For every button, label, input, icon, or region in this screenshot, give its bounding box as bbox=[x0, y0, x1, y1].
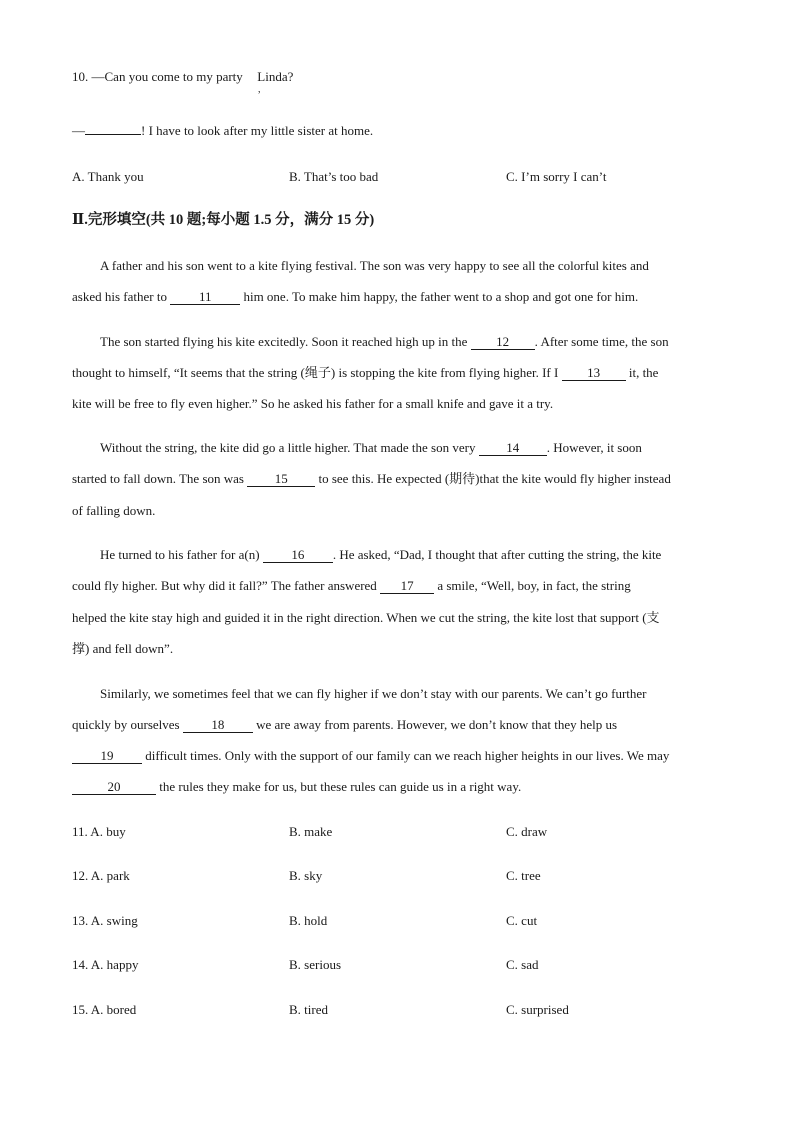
blank-13: 13 bbox=[562, 366, 626, 381]
p5-text-a: quickly by ourselves bbox=[72, 717, 183, 732]
p1-line-2 bbox=[72, 288, 722, 306]
p4-text-d: a smile, “Well, boy, in fact, the string bbox=[434, 578, 631, 593]
p5-text-c: difficult times. Only with the support of our family can we reach higher heights in our lives. We may bbox=[142, 748, 670, 763]
p2-text-b: . After some time, the son bbox=[534, 334, 669, 349]
p3-text-c: started to fall down. The son was bbox=[72, 471, 248, 486]
p5-text-b: we are away from parents. However, we don’t know that they help us bbox=[252, 717, 618, 732]
blank-16: 16 bbox=[263, 548, 333, 563]
q10-option-a: A. Thank you bbox=[72, 169, 144, 184]
q10-question-name: Linda? bbox=[257, 69, 294, 84]
p4-text-a: He turned to his father for a(n) bbox=[100, 547, 263, 562]
p5-line-2 bbox=[72, 716, 722, 734]
blank-11: 11 bbox=[170, 290, 240, 305]
blank-14: 14 bbox=[479, 441, 547, 456]
blank-17: 17 bbox=[380, 579, 434, 594]
section-heading: Ⅱ.完形填空(共 10 题;每小题 1.5 分，满分 15 分) bbox=[72, 212, 375, 228]
p1-text-b: him one. To make him happy, the father went to a shop and got one for him. bbox=[240, 289, 639, 304]
choice-15-c: C. surprised bbox=[506, 1002, 569, 1017]
choice-11-c: C. draw bbox=[506, 824, 548, 839]
choice-12-c: C. tree bbox=[506, 868, 541, 883]
blank-18: 18 bbox=[183, 718, 253, 733]
p5-text-d: the rules they make for us, but these rules can guide us in a right way. bbox=[156, 779, 522, 794]
p2-text-a: The son started flying his kite excitedly. Soon it reached high up in the bbox=[100, 334, 471, 349]
q10-answer-blank bbox=[85, 134, 141, 135]
p2-text-d: it, the bbox=[625, 365, 659, 380]
q10-question-text: 10. —Can you come to my party bbox=[72, 69, 243, 84]
choice-13-a: 13. A. swing bbox=[72, 913, 138, 928]
p4-line-3: helped the kite stay high and guided it in the right direction. When we cut the string, the kite lost that support (支 bbox=[72, 610, 660, 625]
blank-19: 19 bbox=[72, 749, 142, 764]
q10-question bbox=[72, 68, 722, 86]
p4-text-b: . He asked, “Dad, I thought that after cutting the string, the kite bbox=[332, 547, 662, 562]
p2-line-2 bbox=[72, 364, 722, 382]
p4-line-1 bbox=[100, 546, 750, 564]
p2-line-1 bbox=[100, 333, 750, 351]
choice-12-b: B. sky bbox=[289, 868, 323, 883]
p4-line-2 bbox=[72, 577, 722, 595]
blank-12: 12 bbox=[471, 335, 535, 350]
p3-text-d: to see this. He expected (期待)that the kite would fly higher instead bbox=[315, 471, 671, 486]
choice-14-c: C. sad bbox=[506, 957, 539, 972]
q10-answer-text: ! I have to look after my little sister at home. bbox=[141, 123, 374, 138]
p2-line-3: kite will be free to fly even higher.” So he asked his father for a small knife and gave it a try. bbox=[72, 396, 554, 411]
q10-option-c: C. I’m sorry I can’t bbox=[506, 169, 607, 184]
p5-line-3 bbox=[72, 747, 722, 765]
p5-line-4 bbox=[72, 778, 722, 796]
p1-text-a: asked his father to bbox=[72, 289, 171, 304]
choice-15-a: 15. A. bored bbox=[72, 1002, 137, 1017]
q10-answer-dash: — bbox=[72, 123, 85, 138]
p2-text-c: thought to himself, “It seems that the string (绳子) is stopping the kite from flying higher. If I bbox=[72, 365, 562, 380]
p3-text-b: . However, it soon bbox=[546, 440, 642, 455]
p4-text-c: could fly higher. But why did it fall?” The father answered bbox=[72, 578, 381, 593]
choice-11-a: 11. A. buy bbox=[72, 824, 126, 839]
p5-line-1: Similarly, we sometimes feel that we can fly higher if we don’t stay with our parents. We can’t go further bbox=[100, 686, 647, 701]
choice-12-a: 12. A. park bbox=[72, 868, 130, 883]
p3-text-a: Without the string, the kite did go a little higher. That made the son very bbox=[100, 440, 479, 455]
blank-15: 15 bbox=[247, 472, 315, 487]
p4-line-4: 撑) and fell down”. bbox=[72, 641, 174, 656]
choice-14-b: B. serious bbox=[289, 957, 341, 972]
choice-15-b: B. tired bbox=[289, 1002, 328, 1017]
choice-14-a: 14. A. happy bbox=[72, 957, 139, 972]
comma-mark: , bbox=[258, 84, 261, 95]
q10-answer bbox=[72, 122, 722, 140]
choice-13-c: C. cut bbox=[506, 913, 538, 928]
p1-line-1: A father and his son went to a kite flying festival. The son was very happy to see all the colorful kites and bbox=[100, 258, 649, 273]
p3-line-2 bbox=[72, 470, 722, 488]
choice-11-b: B. make bbox=[289, 824, 333, 839]
choice-13-b: B. hold bbox=[289, 913, 328, 928]
q10-option-b: B. That’s too bad bbox=[289, 169, 379, 184]
p3-line-3: of falling down. bbox=[72, 503, 156, 518]
blank-20: 20 bbox=[72, 780, 156, 795]
p3-line-1 bbox=[100, 439, 750, 457]
